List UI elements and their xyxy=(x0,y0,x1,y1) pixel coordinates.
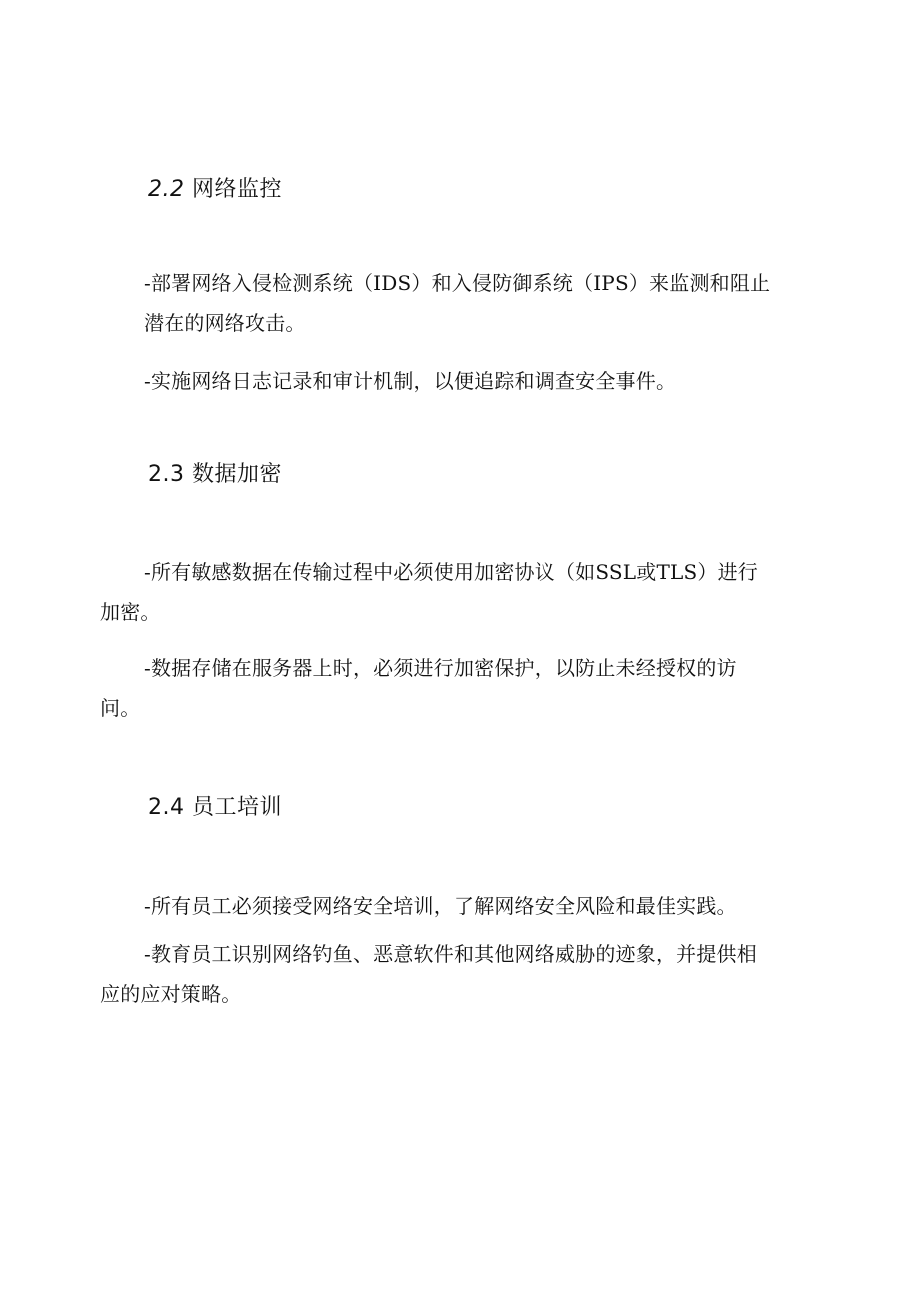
section-number: 2.4 xyxy=(148,795,185,820)
paragraph-line: -实施网络日志记录和审计机制，以便追踪和调查安全事件。 xyxy=(144,369,677,393)
paragraph-line: -所有敏感数据在传输过程中必须使用加密协议（如SSL或TLS）进行 xyxy=(144,560,759,584)
paragraph-line: 潜在的网络攻击。 xyxy=(144,311,306,335)
paragraph-line: 应的应对策略。 xyxy=(100,982,242,1006)
paragraph xyxy=(144,263,816,343)
paragraph xyxy=(100,648,816,728)
section-heading-2-3 xyxy=(148,460,282,490)
section-number: 2.2 xyxy=(148,177,185,202)
paragraph xyxy=(100,934,816,1014)
paragraph xyxy=(100,552,816,632)
section-heading-2-4 xyxy=(148,793,282,823)
section-heading-2-2 xyxy=(148,175,282,205)
paragraph xyxy=(144,361,816,401)
paragraph-line: -部署网络入侵检测系统（IDS）和入侵防御系统（IPS）来监测和阻止 xyxy=(144,271,771,295)
paragraph-line: 加密。 xyxy=(100,600,161,624)
paragraph-line: -所有员工必须接受网络安全培训，了解网络安全风险和最佳实践。 xyxy=(144,894,737,918)
section-title: 网络监控 xyxy=(192,177,283,202)
section-title: 员工培训 xyxy=(192,795,283,820)
section-number: 2.3 xyxy=(148,462,185,487)
section-title: 数据加密 xyxy=(192,462,283,487)
paragraph xyxy=(144,886,816,926)
paragraph-line: 问。 xyxy=(100,696,141,720)
paragraph-line: -教育员工识别网络钓鱼、恶意软件和其他网络威胁的迹象，并提供相 xyxy=(144,942,757,966)
paragraph-line: -数据存储在服务器上时，必须进行加密保护，以防止未经授权的访 xyxy=(144,656,737,680)
